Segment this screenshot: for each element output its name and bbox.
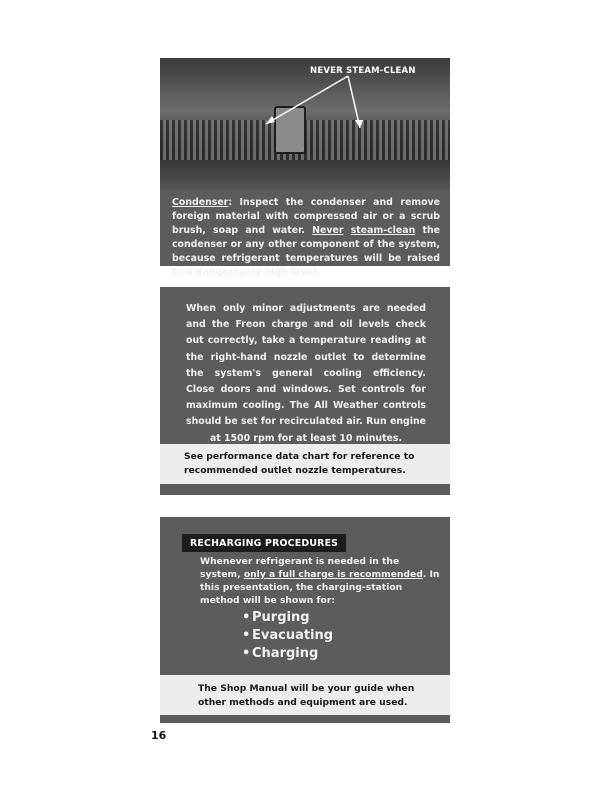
recharging-body: [200, 555, 442, 607]
recharging-text-1: Whenever refrigerant is needed in the system,: [200, 556, 400, 580]
recharging-emphasis: only a full charge is recommended: [243, 569, 423, 580]
callout-arrows: [160, 58, 450, 190]
condenser-photo: [160, 58, 450, 190]
bullet-icon: •: [242, 628, 251, 643]
condenser-text-2: the condenser or any other component of the system, because refrigerant temperatures will be raised to a dangerously high level.: [172, 225, 441, 278]
list-item: • Evacuating: [242, 628, 334, 643]
condenser-label: Condenser: [172, 197, 229, 208]
procedure-list: [242, 609, 333, 663]
never-steam-clean-callout: NEVER STEAM-CLEAN: [310, 66, 416, 76]
page-number: 16: [151, 729, 167, 742]
shop-manual-note: The Shop Manual will be your guide when other methods and equipment are used.: [160, 675, 450, 715]
list-item: • Purging: [242, 610, 310, 625]
performance-note: See performance data chart for reference to recommended outlet nozzle temperatures.: [160, 444, 450, 484]
condenser-caption: [160, 190, 450, 278]
bullet-icon: •: [242, 646, 251, 661]
performance-panel: [160, 287, 450, 495]
bullet-icon: •: [242, 610, 251, 625]
performance-body: When only minor adjustments are needed and the Freon charge and oil levels check out correctly, take a temperature reading at the right-hand nozzle outlet to determine the system's general cooling efficiency. Close doors and windows. Set controls for maximum cooling. The All Weather controls should be set for recirculated air. Run engine at 1500 rpm for at least 10 minutes.: [186, 303, 426, 444]
steam-clean-word: steam-clean: [350, 225, 416, 236]
recharging-text-2: . In this presentation, the charging-station method will be shown for:: [200, 569, 440, 606]
condenser-text-1: : Inspect the condenser and remove foreign material with compressed air or a scrub brush, soap and water.: [172, 197, 440, 236]
never-word: Never: [312, 225, 344, 236]
recharging-panel: [160, 517, 450, 723]
list-item: • Charging: [242, 646, 319, 661]
recharging-heading: RECHARGING PROCEDURES: [182, 534, 346, 552]
